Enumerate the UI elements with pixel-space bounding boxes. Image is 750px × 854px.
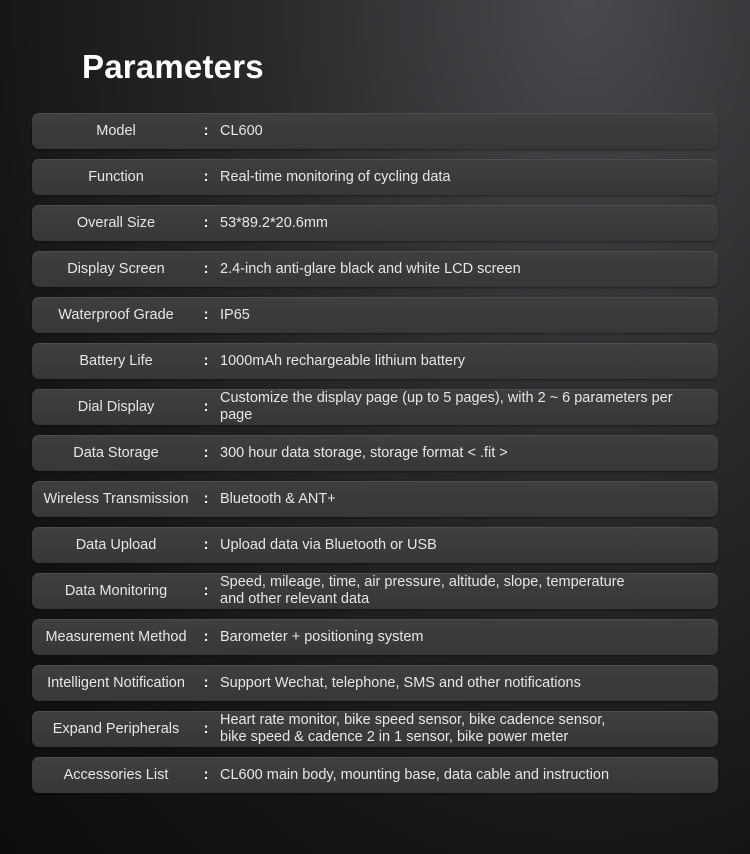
param-label: Expand Peripherals bbox=[52, 721, 180, 737]
param-value: Customize the display page (up to 5 pages), with 2 ~ 6 parameters per page bbox=[220, 390, 673, 423]
param-label: Function bbox=[88, 169, 144, 185]
param-row-expand-peripherals bbox=[32, 711, 718, 747]
param-value: Speed, mileage, time, air pressure, altitude, slope, temperature and other relevant data bbox=[220, 574, 625, 607]
param-separator: : bbox=[203, 353, 209, 369]
param-row-data-monitoring bbox=[32, 573, 718, 609]
param-row-battery-life bbox=[32, 343, 718, 379]
param-label: Wireless Transmission bbox=[43, 491, 189, 507]
param-label: Model bbox=[96, 123, 136, 139]
param-value: CL600 bbox=[220, 122, 263, 139]
param-label: Display Screen bbox=[67, 261, 165, 277]
param-row-overall-size bbox=[32, 205, 718, 241]
param-separator: : bbox=[203, 215, 209, 231]
param-separator: : bbox=[203, 767, 209, 783]
param-separator: : bbox=[203, 169, 209, 185]
param-row-waterproof-grade bbox=[32, 297, 718, 333]
param-separator: : bbox=[203, 445, 209, 461]
page-title: Parameters bbox=[82, 48, 264, 85]
param-label: Measurement Method bbox=[45, 629, 187, 645]
param-separator: : bbox=[203, 629, 209, 645]
param-value: IP65 bbox=[220, 306, 250, 323]
param-value: Heart rate monitor, bike speed sensor, bike cadence sensor, bike speed & cadence 2 in 1 sensor, bike power meter bbox=[220, 712, 606, 745]
parameters-table bbox=[32, 113, 718, 803]
param-label: Data Monitoring bbox=[64, 583, 168, 599]
param-separator: : bbox=[203, 123, 209, 139]
param-row-dial-display bbox=[32, 389, 718, 425]
param-separator: : bbox=[203, 261, 209, 277]
param-row-data-upload bbox=[32, 527, 718, 563]
param-value: Support Wechat, telephone, SMS and other notifications bbox=[220, 674, 581, 691]
param-separator: : bbox=[203, 675, 209, 691]
param-row-model bbox=[32, 113, 718, 149]
param-label: Data Storage bbox=[73, 445, 159, 461]
param-label: Dial Display bbox=[77, 399, 155, 415]
param-label: Waterproof Grade bbox=[58, 307, 174, 323]
param-row-display-screen bbox=[32, 251, 718, 287]
param-value: 53*89.2*20.6mm bbox=[220, 214, 329, 231]
param-separator: : bbox=[203, 491, 209, 507]
param-value: Bluetooth & ANT+ bbox=[220, 490, 336, 507]
param-separator: : bbox=[203, 537, 209, 553]
param-value: 2.4-inch anti-glare black and white LCD screen bbox=[220, 260, 521, 277]
param-separator: : bbox=[203, 399, 209, 415]
param-separator: : bbox=[203, 307, 209, 323]
param-value: CL600 main body, mounting base, data cable and instruction bbox=[220, 766, 610, 783]
param-label: Overall Size bbox=[76, 215, 156, 231]
param-label: Battery Life bbox=[79, 353, 153, 369]
param-separator: : bbox=[203, 721, 209, 737]
param-label: Accessories List bbox=[63, 767, 169, 783]
param-value: 300 hour data storage, storage format < .fit > bbox=[220, 444, 508, 461]
param-label: Intelligent Notification bbox=[47, 675, 185, 691]
param-row-wireless-transmission bbox=[32, 481, 718, 517]
param-separator: : bbox=[203, 583, 209, 599]
param-value: Real-time monitoring of cycling data bbox=[220, 168, 451, 185]
param-value: Barometer + positioning system bbox=[220, 628, 424, 645]
param-value: Upload data via Bluetooth or USB bbox=[220, 536, 437, 553]
param-row-measurement-method bbox=[32, 619, 718, 655]
param-label: Data Upload bbox=[75, 537, 157, 553]
param-row-data-storage bbox=[32, 435, 718, 471]
param-row-function bbox=[32, 159, 718, 195]
param-row-intelligent-notification bbox=[32, 665, 718, 701]
param-value: 1000mAh rechargeable lithium battery bbox=[220, 352, 466, 369]
param-row-accessories-list bbox=[32, 757, 718, 793]
